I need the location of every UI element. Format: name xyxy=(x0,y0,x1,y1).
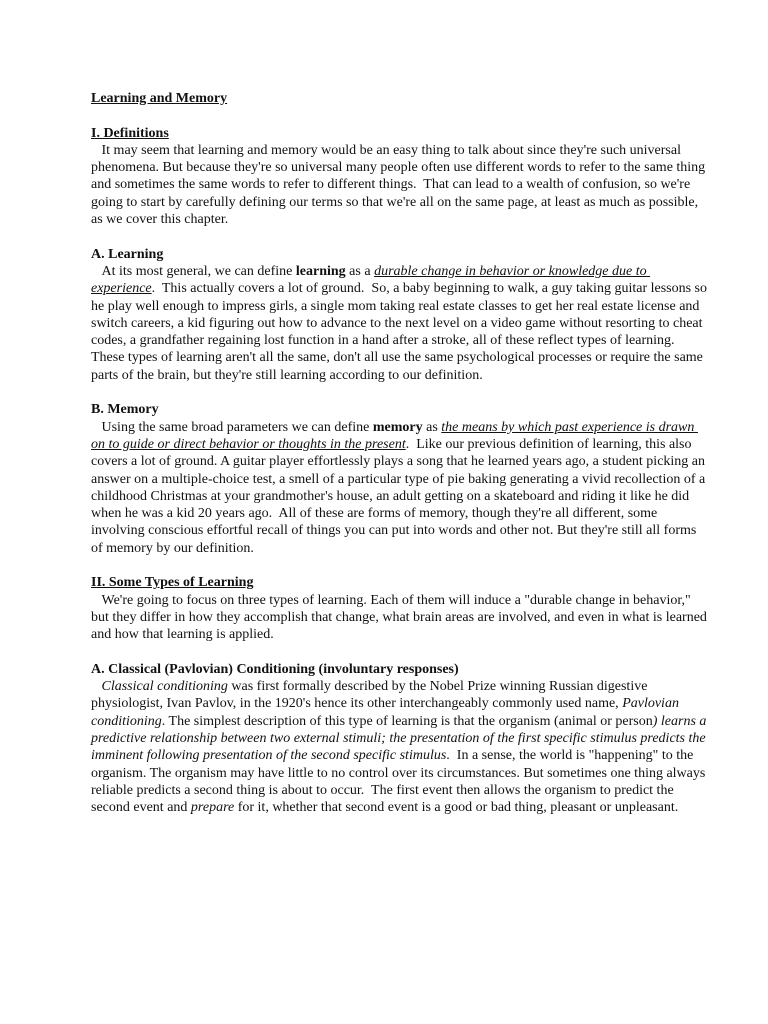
term-classical-conditioning: Classical conditioning xyxy=(101,679,228,695)
term-prepare: prepare xyxy=(190,800,235,816)
section-definitions xyxy=(91,125,708,229)
paragraph-memory xyxy=(91,419,708,557)
spacer xyxy=(91,557,708,574)
spacer xyxy=(91,644,708,661)
definition-learning: durable change in behavior or knowledge due to experience xyxy=(91,263,651,297)
text-run: as a xyxy=(345,263,375,279)
spacer xyxy=(91,107,708,124)
section-heading-learning: A. Learning xyxy=(91,246,164,262)
italic-description: ) learns a predictive relationship between two external stimuli; the presentation of the first specific stimulus predicts the imminent following presentation of the second specific stimulus xyxy=(91,713,710,764)
paragraph-definitions: It may seem that learning and memory would be an easy thing to talk about since they're such universal phenomena. But because they're so universal many people often use different words to refer to the same thing and sometimes the same words to refer to different things. That can lead to a wealth of confusion, so we're going to start by carefully defining our terms so that we're all on the same page, at least as much as possible, as we cover this chapter. xyxy=(91,142,709,228)
paragraph-types-of-learning: We're going to focus on three types of learning. Each of them will induce a "durable change in behavior," but they differ in how they accomplish that change, what brain areas are involved, and even in what is learned and how that learning is applied. xyxy=(91,592,711,643)
term-learning: learning xyxy=(295,263,346,279)
section-heading-memory: B. Memory xyxy=(91,402,159,418)
section-heading-types-of-learning: II. Some Types of Learning xyxy=(91,575,254,591)
section-heading-classical-conditioning: A. Classical (Pavlovian) Conditioning (involuntary responses) xyxy=(91,661,459,677)
paragraph-learning xyxy=(91,263,711,384)
text-run: as xyxy=(422,419,442,435)
section-heading-definitions: I. Definitions xyxy=(91,125,169,141)
term-pavlovian-conditioning: Pavlovian conditioning xyxy=(91,696,683,729)
definition-memory: the means by which past experience is drawn on to guide or direct behavior or thoughts in the present xyxy=(91,419,698,452)
text-run: At its most general, we can define xyxy=(91,263,296,279)
text-run xyxy=(91,679,102,694)
spacer xyxy=(91,228,708,245)
paragraph-classical-conditioning xyxy=(91,678,708,816)
section-types-of-learning xyxy=(91,574,711,643)
text-run: for it, whether that second event is a good or bad thing, pleasant or unpleasant. xyxy=(234,800,679,816)
document-title: Learning and Memory xyxy=(91,91,228,106)
section-classical-conditioning xyxy=(91,661,708,817)
text-run: . This actually covers a lot of ground. So, a baby beginning to walk, a guy taking guitar lessons so he play well enough to impress girls, a single mom taking real estate classes to get her real estate license and switch careers, a kid figuring out how to advance to the next level on a video game without resorting to cheat codes, a grandfather regaining lost function in a hand after a stroke, all of these reflect types of learning. These types of learning aren't all the same, don't all use the same psychological processes or require the same parts of the brain, but they're still learning according to our definition. xyxy=(91,281,711,383)
text-run: . The simplest description of this type of learning is that the organism (animal or person xyxy=(161,713,653,729)
term-memory: memory xyxy=(372,419,423,435)
spacer xyxy=(91,384,708,401)
text-run: . Like our previous definition of learning, this also covers a lot of ground. A guitar player effortlessly plays a song that he learned years ago, a student picking an answer on a multiple-choice test, a smell of a particular type of pie baking generating a vivid recollection of a childhood Christmas at your grandmother's house, an adult getting on a skateboard and riding it like he did when he was a kid 20 years ago. All of these are forms of memory, though they're all different, some involving conscious effortful recall of things you can put into words and other not. But they're still all forms of memory by our definition. xyxy=(91,436,709,556)
text-run: . In a sense, the world is "happening" to the organism. The organism may have little to no control over its circumstances. But sometimes one thing always reliable predicts a second thing is about to occur. The first event then allows the organism to predict the second event and xyxy=(91,748,709,816)
text-run: was first formally described by the Nobel Prize winning Russian digestive physiologist, Ivan Pavlov, in the 1920's hence its other interchangeably commonly used name, xyxy=(91,679,651,712)
text-run: Using the same broad parameters we can define xyxy=(91,419,373,435)
section-learning xyxy=(91,246,711,384)
section-memory xyxy=(91,401,708,557)
